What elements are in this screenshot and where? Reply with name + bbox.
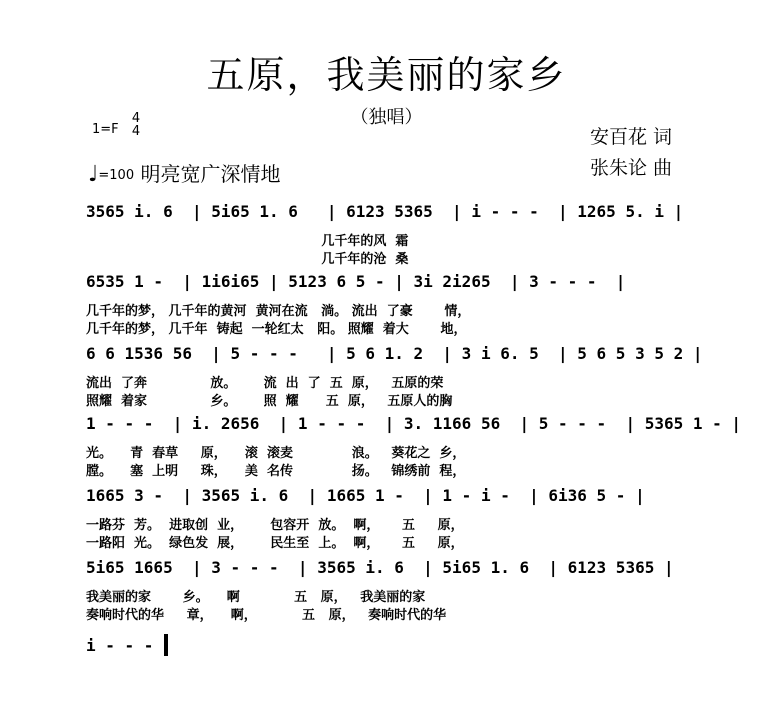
lyrics-verse-1: 一路芬 芳。 进取创 业， 包容开 放。 啊， 五 原， [86,518,464,533]
page-subtitle: （独唱） [350,107,423,128]
key-signature: 1=F [92,122,119,137]
score-system-1 [86,196,686,266]
quarter-note-icon: ♩ [88,162,99,187]
lyrics-verse-2: 奏响时代的华 章， 啊， 五 原， 奏响时代的华 [86,608,447,623]
score-system-3 [86,338,703,409]
notation-line: 1 - - - | i. 2656 | 1 - - - | 3. 1166 56 | 5 - - - | 5365 1 - | [86,414,742,433]
tempo-bpm: =100 [98,168,135,183]
lyrics-verse-1: 几千年的风 霜 [86,234,409,249]
score-system-2 [86,266,686,336]
page-title: 五原，我美丽的家乡 [206,53,567,97]
tempo-marking [88,158,280,187]
notation-line: 6535 1 - | 1i6i65 | 5123 6 5 - | 3i 2i265 | 3 - - - | [86,272,626,291]
score-system-5 [86,480,686,550]
lyrics-verse-2: 几千年的梦， 几千年 铸起 一轮红太 阳。 照耀 着大 地， [86,322,467,337]
lyrics-verse-1: 光。 青 春草 原， 滚 滚麦 浪。 葵花之 乡， [86,446,466,461]
tempo-expression: 明亮宽广深情地 [140,162,281,186]
lyrics-verse-2: 几千年的沧 桑 [86,252,409,267]
time-signature-top: 4 [131,111,141,126]
lyricist-credit: 安百花 词 [590,126,673,148]
notation-line: i - - - [86,636,154,655]
time-signature [130,112,142,138]
lyrics-verse-2: 膛。 塞 上明 珠， 美 名传 扬。 锦绣前 程， [86,464,466,479]
score-system-7 [86,630,686,670]
final-barline [164,634,168,656]
lyrics-verse-1: 流出 了奔 放。 流 出 了 五 原， 五原的荣 [86,376,444,391]
lyrics-verse-2: 照耀 着家 乡。 照 耀 五 原， 五原人的胸 [86,394,453,409]
score-system-6 [86,552,686,622]
time-signature-bottom: 4 [131,124,141,139]
lyrics-verse-1: 几千年的梦， 几千年的黄河 黄河在流 淌。 流出 了豪 情， [86,304,471,319]
lyrics-verse-2: 一路阳 光。 绿色发 展， 民生至 上。 啊， 五 原， [86,536,464,551]
score-system-4 [86,408,742,479]
notation-line: 3565 i. 6 | 5i65 1. 6 | 6123 5365 | i - - - | 1265 5. i | [86,202,684,221]
composer-credit: 张朱论 曲 [590,157,673,179]
lyrics-verse-1: 我美丽的家 乡。 啊 五 原， 我美丽的家 [86,590,426,605]
notation-line: 6 6 1536 56 | 5 - - - | 5 6 1. 2 | 3 i 6. 5 | 5 6 5 3 5 2 | [86,344,703,363]
notation-line: 1665 3 - | 3565 i. 6 | 1665 1 - | 1 - i - | 6i36 5 - | [86,486,645,505]
notation-line: 5i65 1665 | 3 - - - | 3565 i. 6 | 5i65 1. 6 | 6123 5365 | [86,558,674,577]
